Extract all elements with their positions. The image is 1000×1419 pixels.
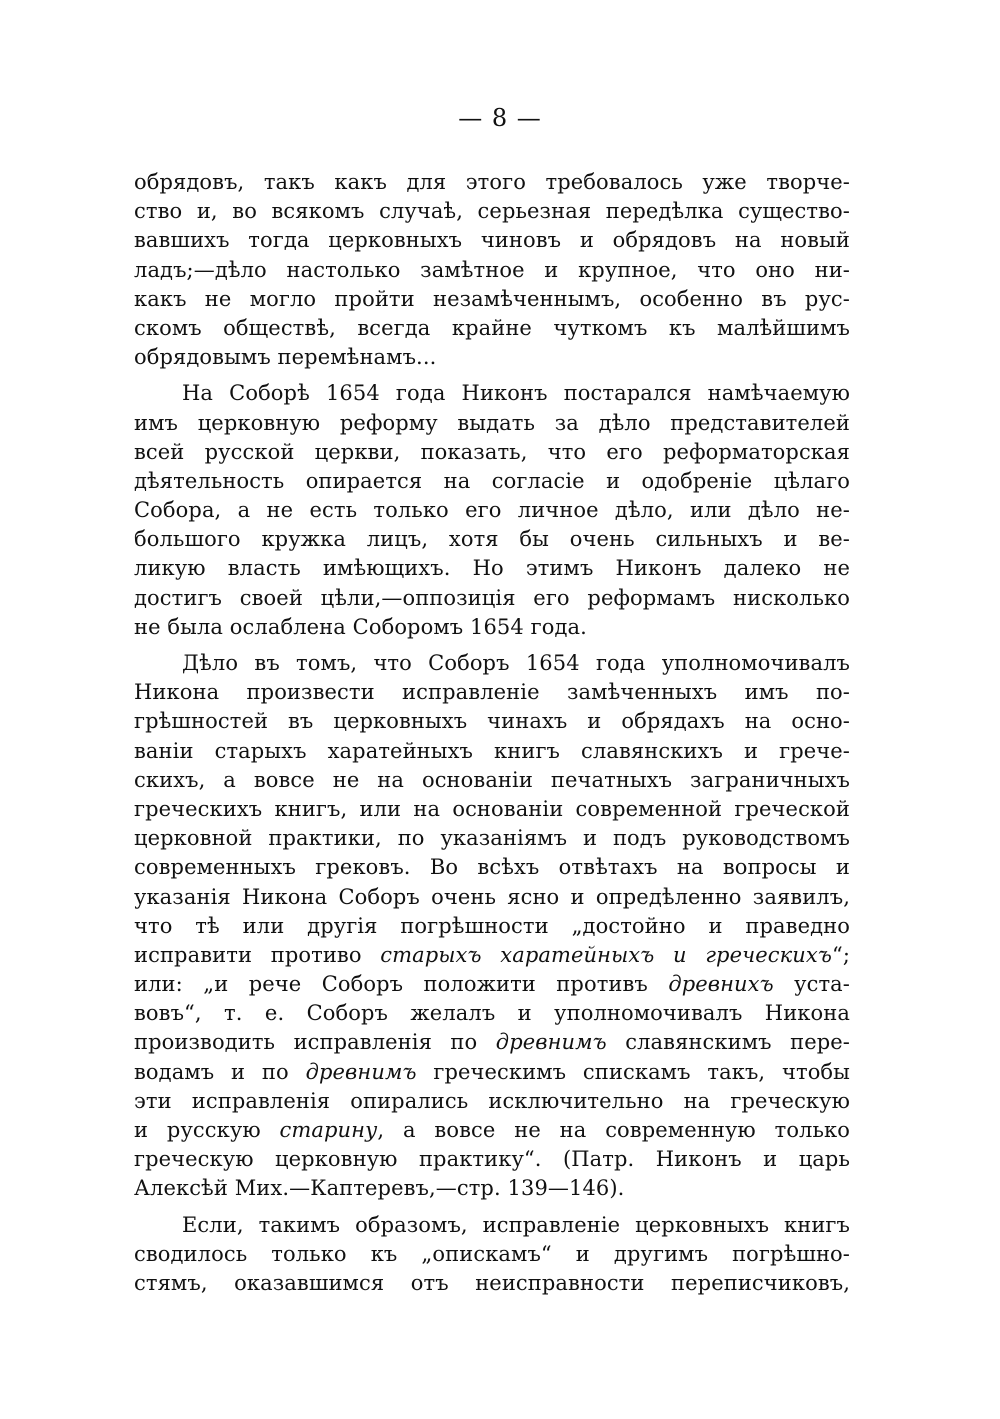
text-line: церковной практики, по указаніямъ и подъ руководствомъ <box>134 826 850 851</box>
text-line: большого кружка лицъ, хотя бы очень сильныхъ и ве- <box>134 527 850 552</box>
text-line: обрядовъ, такъ какъ для этого требовалось уже творче- <box>134 170 850 194</box>
text-line: Если, такимъ образомъ, исправленіе церковныхъ книгъ <box>182 1212 850 1237</box>
text-line: эти исправленія опирались исключительно на греческую <box>134 1088 850 1113</box>
text-line: ликую власть имѣющихъ. Но этимъ Никонъ далеко не <box>134 556 850 581</box>
text-line: или: „и рече Соборъ положити противъ древнихъ уста- <box>134 972 850 997</box>
text-line: греческую церковную практику“. (Патр. Никонъ и царь <box>134 1147 850 1172</box>
text-line: что тѣ или другія погрѣшности „достойно и праведно <box>134 913 850 938</box>
text-line: достигъ своей цѣли,—оппозиція его реформамъ нисколько <box>134 585 850 610</box>
paragraph <box>134 649 850 1204</box>
text-line: Дѣло въ томъ, что Соборъ 1654 года уполномочивалъ <box>182 651 850 675</box>
text-line: современныхъ грековъ. Во всѣхъ отвѣтахъ на вопросы и <box>134 855 850 880</box>
text-line: вовъ“, т. е. Соборъ желалъ и уполномочивалъ Никона <box>134 1001 850 1026</box>
paragraph <box>134 1211 850 1299</box>
text-line: грѣшностей въ церковныхъ чинахъ и обрядахъ на осно- <box>134 709 850 734</box>
text-line: дѣятельность опирается на согласіе и одобреніе цѣлаго <box>134 468 850 493</box>
body-text <box>134 168 850 1298</box>
text-line: какъ не могло пройти незамѣченнымъ, особенно въ рус- <box>134 286 850 311</box>
text-line: производить исправленія по древнимъ славянскимъ пере- <box>134 1030 850 1055</box>
page-number: — 8 — <box>458 104 542 132</box>
text-line: и русскую старину, а вовсе не на современную только <box>134 1118 850 1142</box>
text-line: водамъ и по древнимъ греческимъ спискамъ такъ, чтобы <box>134 1059 850 1084</box>
text-line: исправити противо старыхъ харатейныхъ и греческихъ“; <box>134 942 850 967</box>
text-line: скомъ обществѣ, всегда крайне чуткомъ къ малѣйшимъ <box>134 315 850 340</box>
text-line: ство и, во всякомъ случаѣ, серьезная передѣлка существо- <box>134 199 850 224</box>
text-line: греческихъ книгъ, или на основаніи современной греческой <box>134 796 850 821</box>
text-line: сводилось только къ „опискамъ“ и другимъ погрѣшно- <box>134 1241 850 1266</box>
text-line: вавшихъ тогда церковныхъ чиновъ и обрядовъ на новый <box>134 228 850 253</box>
paragraph <box>134 168 850 372</box>
text-line: стямъ, оказавшимся отъ неисправности переписчиковъ, <box>134 1270 850 1295</box>
text-line: ладъ;—дѣло настолько замѣтное и крупное, что оно ни- <box>134 257 850 282</box>
text-line: всей русской церкви, показать, что его реформаторская <box>134 439 850 464</box>
text-line: имъ церковную реформу выдать за дѣло представителей <box>134 410 850 435</box>
text-line: Собора, а не есть только его личное дѣло, или дѣло не- <box>134 498 850 523</box>
text-line: Никона произвести исправленіе замѣченныхъ имъ по- <box>134 680 850 705</box>
text-line: ваніи старыхъ харатейныхъ книгъ славянскихъ и грече- <box>134 738 850 763</box>
text-line: скихъ, а вовсе не на основаніи печатныхъ заграничныхъ <box>134 767 850 792</box>
paragraph <box>134 379 850 642</box>
text-line: Алексѣй Мих.—Каптеревъ,—стр. 139—146). <box>134 1176 625 1201</box>
text-line: обрядовымъ перемѣнамъ... <box>134 345 437 370</box>
text-line: не была ослаблена Соборомъ 1654 года. <box>134 614 587 639</box>
text-line: На Соборѣ 1654 года Никонъ постарался намѣчаемую <box>182 381 850 406</box>
text-line: указанія Никона Соборъ очень ясно и опредѣленно заявилъ, <box>134 884 850 909</box>
